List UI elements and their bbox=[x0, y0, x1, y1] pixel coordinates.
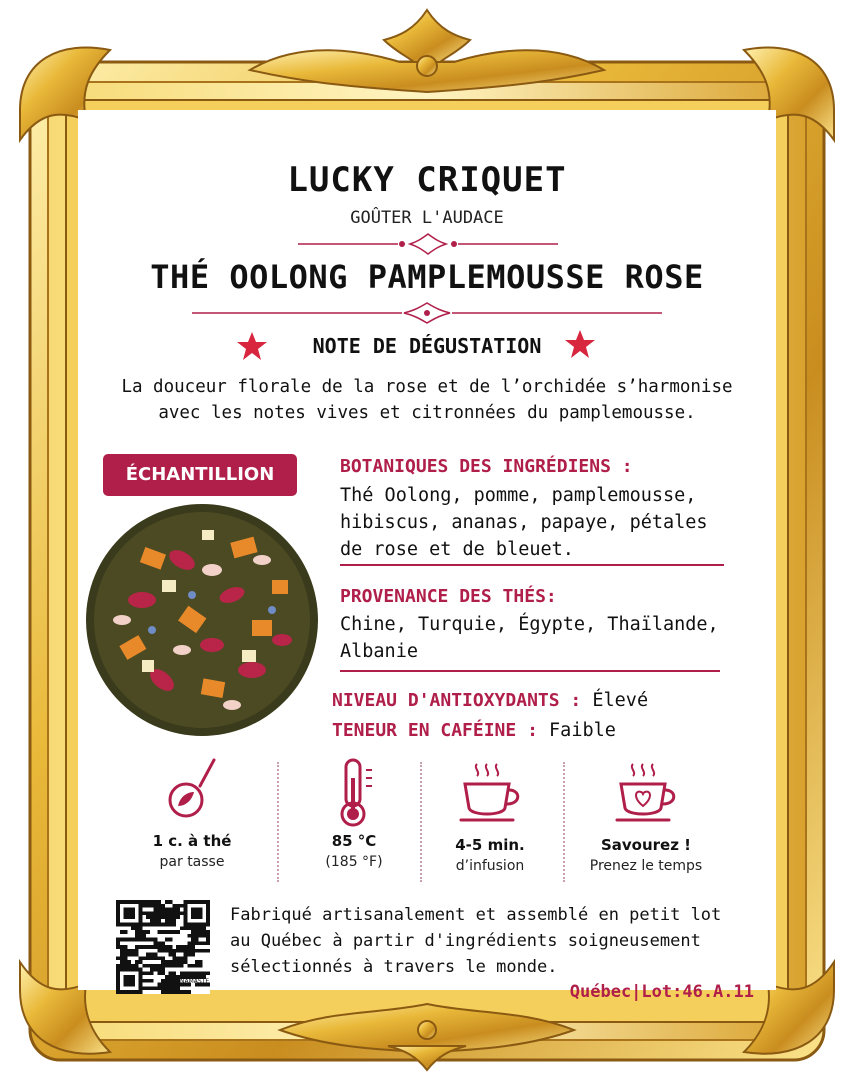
step-dose: 1 c. à thé par tasse bbox=[122, 756, 262, 870]
product-title: THÉ OOLONG PAMPLEMOUSSE ROSE bbox=[150, 258, 704, 296]
ingredients-list: Thé Oolong, pomme, pamplemousse, hibiscus, ananas, papaye, pétales de rose et de bleuet. bbox=[340, 485, 708, 560]
antioxidant-row bbox=[332, 690, 648, 711]
footer-text: Fabriqué artisanalement et assemblé en petit lot au Québec à partir d'ingrédients soigneusement sélectionnés à travers le monde. bbox=[230, 905, 722, 977]
caffeine-label: TENEUR EN CAFÉINE : bbox=[332, 720, 538, 741]
step-temperature: 85 °C (185 °F) bbox=[284, 756, 424, 870]
lot-number: Québec|Lot:46.A.11 bbox=[569, 982, 754, 1002]
column-separator bbox=[563, 762, 565, 882]
sample-badge: ÉCHANTILLION bbox=[103, 454, 297, 496]
provenance-list: Chine, Turquie, Égypte, Thaïlande, Albanie bbox=[340, 614, 719, 662]
heart-cup-icon bbox=[611, 760, 681, 826]
qr-caption: NAMASTE bbox=[180, 978, 210, 985]
ingredients-heading: BOTANIQUES DES INGRÉDIENS : bbox=[340, 456, 633, 477]
caffeine-value: Faible bbox=[549, 720, 616, 741]
section-divider bbox=[340, 670, 720, 672]
tagline: GOÛTER L'AUDACE bbox=[350, 208, 504, 228]
step-infusion: 4-5 min. d’infusion bbox=[420, 760, 560, 874]
tasting-heading: NOTE DE DÉGUSTATION bbox=[312, 334, 542, 358]
antioxidant-value: Élevé bbox=[592, 690, 649, 711]
thermometer-icon bbox=[324, 756, 384, 828]
caffeine-row bbox=[332, 720, 616, 741]
column-separator bbox=[277, 762, 279, 882]
tea-blend-image bbox=[82, 500, 322, 740]
top-crest-ornament bbox=[250, 10, 604, 92]
section-divider bbox=[340, 564, 724, 566]
brand-name: LUCKY CRIQUET bbox=[287, 160, 567, 200]
ornament-divider-top bbox=[298, 232, 558, 256]
spoon-icon bbox=[162, 756, 222, 818]
provenance-heading: PROVENANCE DES THÉS: bbox=[340, 586, 557, 607]
tasting-description: La douceur florale de la rose et de l’orchidée s’harmonise avec les notes vives et citronnées du pamplemousse. bbox=[121, 377, 733, 423]
ornament-divider-bottom bbox=[192, 300, 662, 326]
antioxidant-label: NIVEAU D'ANTIOXYDANTS : bbox=[332, 690, 582, 711]
steaming-cup-icon bbox=[455, 760, 525, 826]
star-icon bbox=[564, 328, 596, 360]
step-enjoy: Savourez ! Prenez le temps bbox=[576, 760, 716, 874]
